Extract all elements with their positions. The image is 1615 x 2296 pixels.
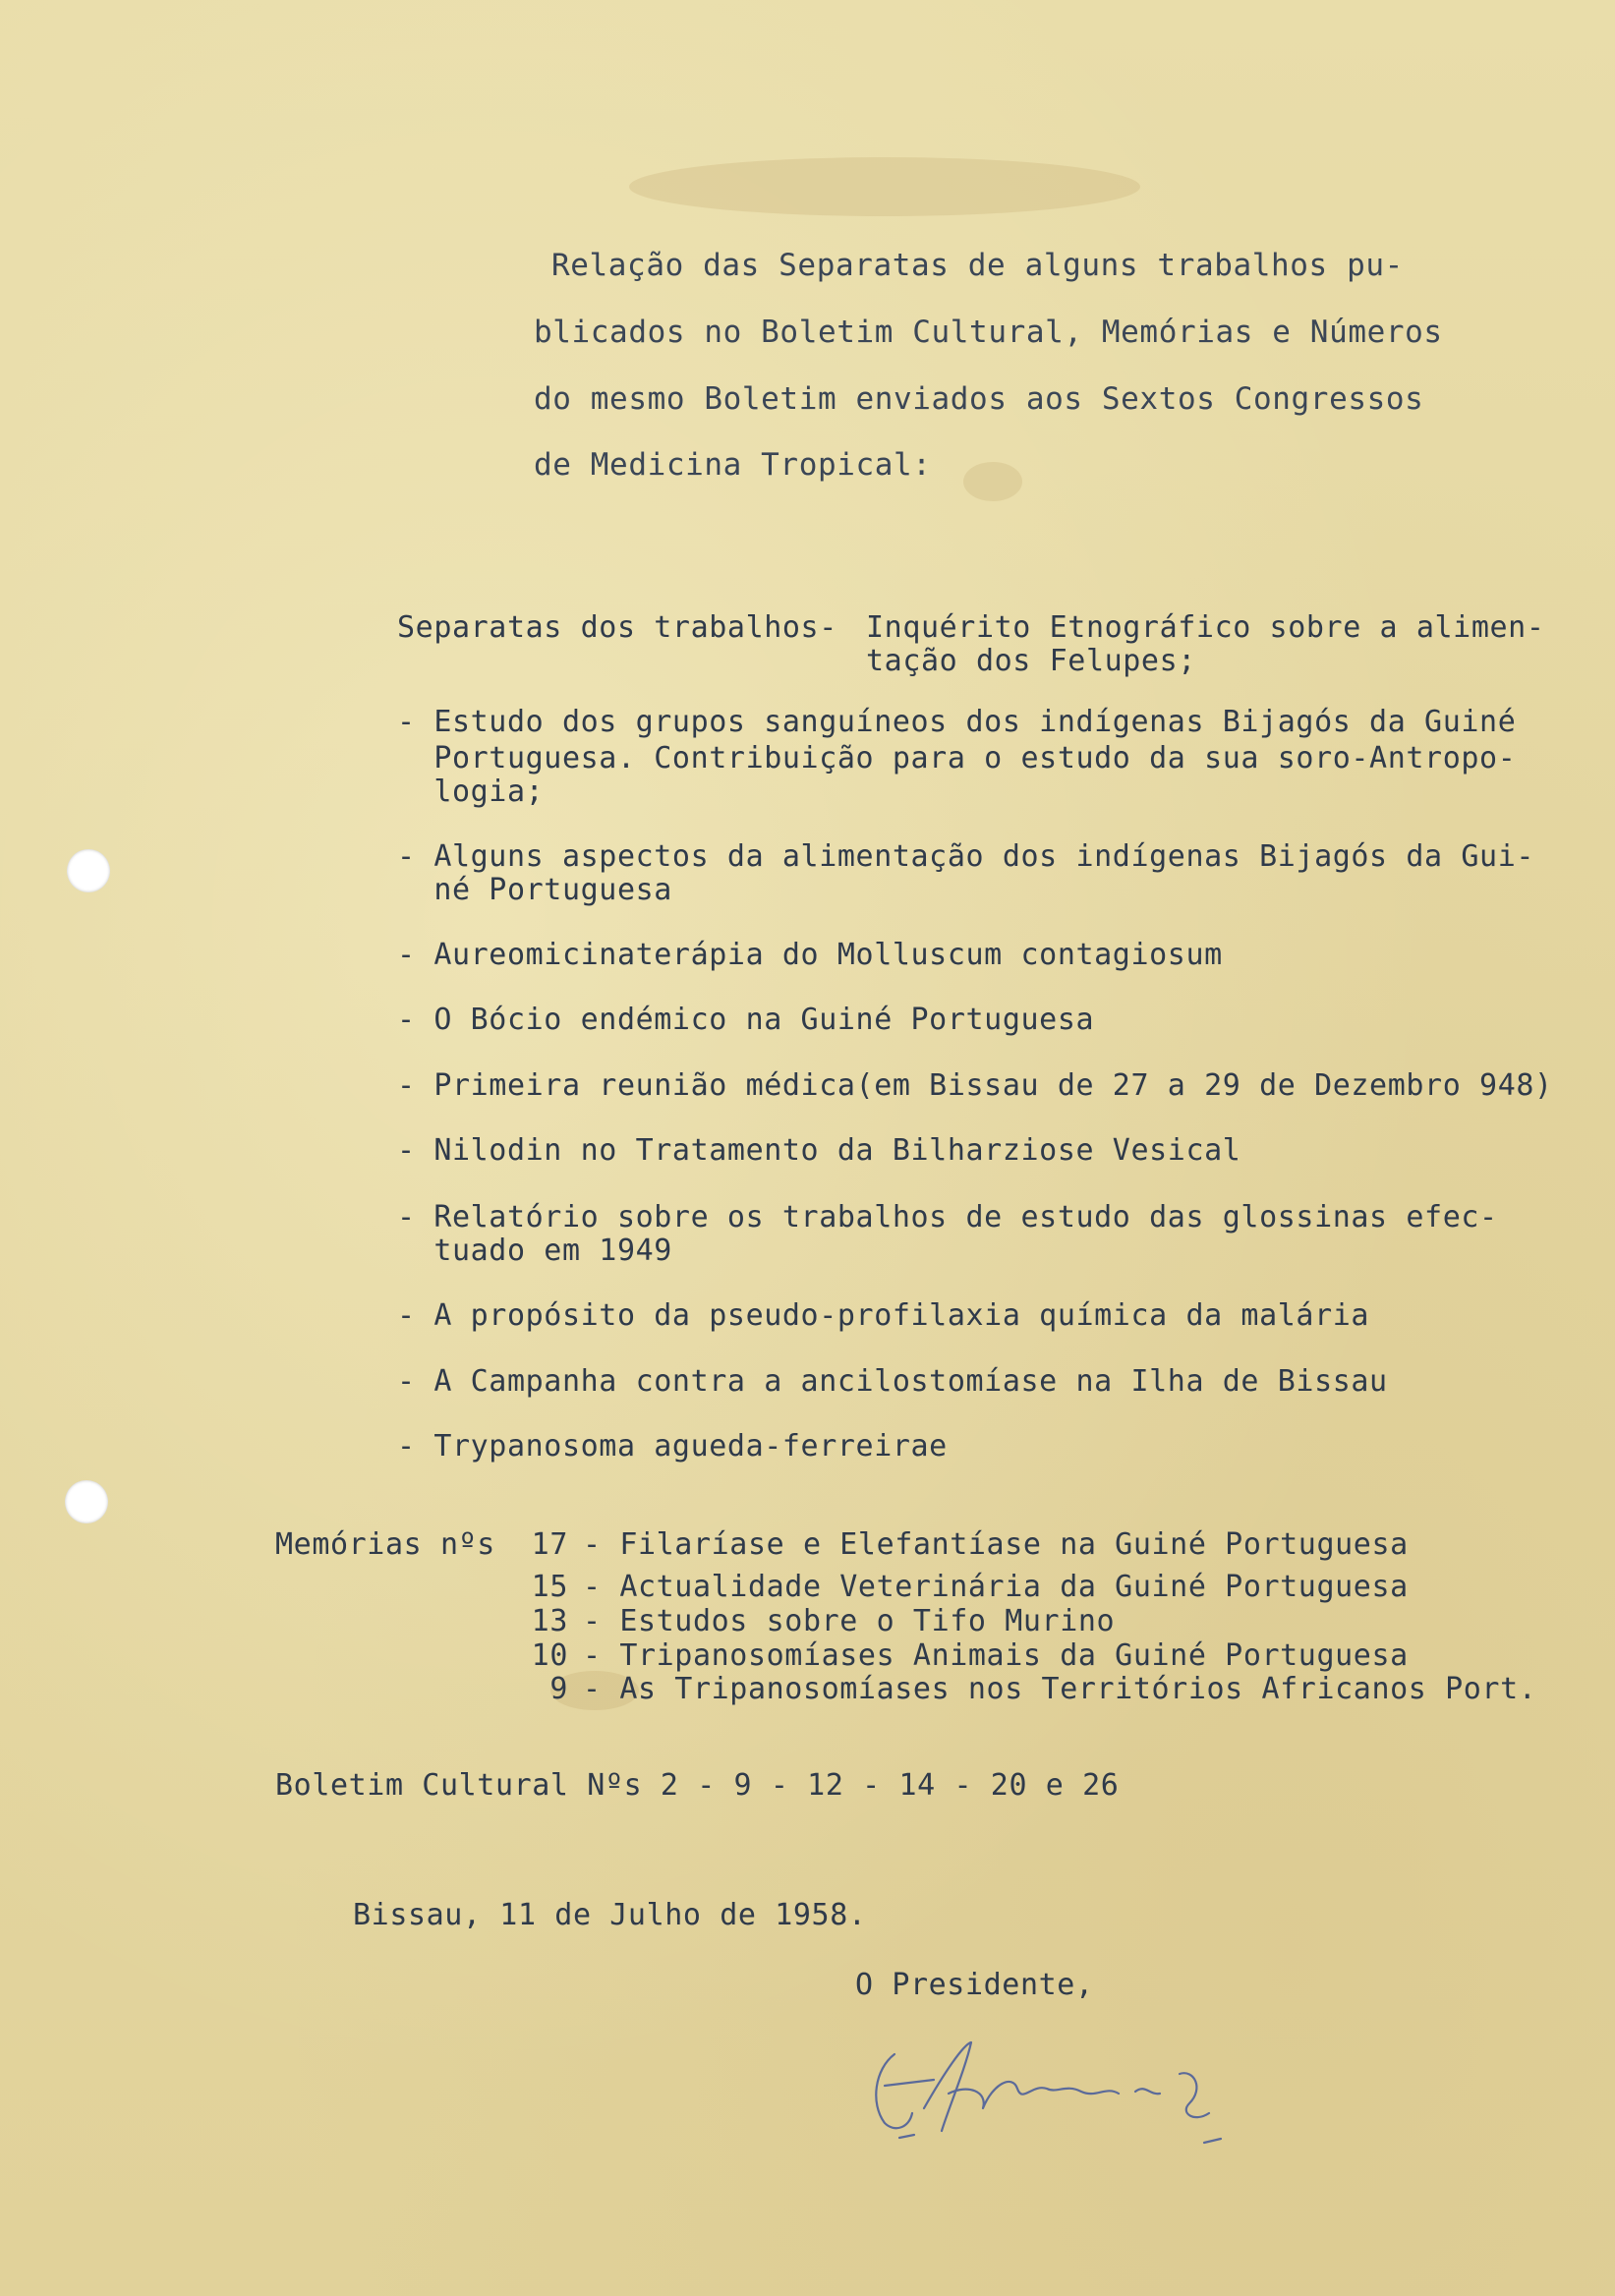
place-date: Bissau, 11 de Julho de 1958.	[353, 1898, 867, 1932]
signature-stroke	[1180, 2073, 1209, 2117]
signature-stroke	[924, 2042, 971, 2131]
memoria-number: 17	[531, 1527, 568, 1562]
memoria-number: 9	[549, 1672, 568, 1706]
item-line: tuado em 1949	[397, 1234, 672, 1268]
boletim-line: Boletim Cultural Nºs 2 - 9 - 12 - 14 - 20 e 26	[275, 1768, 1120, 1803]
title-line-4: de Medicina Tropical:	[534, 447, 932, 483]
signature-stroke	[876, 2054, 912, 2128]
memoria-title: - Tripanosomíases Animais da Guiné Portuguesa	[583, 1638, 1409, 1673]
separatas-label: Separatas dos trabalhos-	[397, 610, 837, 645]
item-line: - A Campanha contra a ancilostomíase na Ilha de Bissau	[397, 1364, 1388, 1399]
item-line: - O Bócio endémico na Guiné Portuguesa	[397, 1003, 1095, 1037]
item-line: né Portuguesa	[397, 873, 672, 907]
item-line: Portuguesa. Contribuição para o estudo da sua soro-Antropo-	[397, 741, 1517, 775]
memoria-title: - Estudos sobre o Tifo Murino	[583, 1604, 1116, 1638]
signatory-role: O Presidente,	[855, 1968, 1094, 2002]
punch-hole-top	[67, 849, 110, 892]
signature-stroke	[1135, 2089, 1160, 2094]
item-line: - Aureomicinaterápia do Molluscum contagiosum	[397, 938, 1223, 972]
memoria-number: 15	[531, 1570, 568, 1604]
memoria-title: - Actualidade Veterinária da Guiné Portuguesa	[583, 1570, 1409, 1604]
item-line: - Trypanosoma agueda-ferreirae	[397, 1429, 948, 1464]
item-line: - Primeira reunião médica(em Bissau de 27 a 29 de Dezembro 948)	[397, 1068, 1553, 1103]
signature-stroke	[899, 2135, 914, 2138]
item-line: - Estudo dos grupos sanguíneos dos indígenas Bijagós da Guiné	[397, 705, 1517, 739]
signature-stroke	[949, 2082, 1119, 2108]
memoria-title: - Filaríase e Elefantíase na Guiné Portuguesa	[583, 1527, 1409, 1562]
signature-stroke	[885, 2080, 934, 2086]
separatas-first-item-line-2: tação dos Felupes;	[866, 644, 1196, 678]
memorias-label: Memórias nºs	[275, 1527, 495, 1562]
stain	[963, 462, 1022, 501]
memoria-number: 13	[531, 1604, 568, 1638]
stain	[629, 157, 1140, 216]
memoria-title: - As Tripanosomíases nos Territórios Africanos Port.	[583, 1672, 1537, 1706]
item-line: - Nilodin no Tratamento da Bilharziose Vesical	[397, 1133, 1241, 1168]
separatas-first-item-line-1: Inquérito Etnográfico sobre a alimen-	[866, 610, 1545, 645]
memoria-number: 10	[531, 1638, 568, 1673]
item-line: logia;	[397, 775, 545, 809]
punch-hole-bottom	[65, 1480, 108, 1523]
title-line-2: blicados no Boletim Cultural, Memórias e Números	[534, 315, 1443, 350]
title-line-3: do mesmo Boletim enviados aos Sextos Congressos	[534, 381, 1424, 417]
item-line: - Alguns aspectos da alimentação dos indígenas Bijagós da Gui-	[397, 839, 1535, 874]
item-line: - A propósito da pseudo-profilaxia química da malária	[397, 1298, 1370, 1333]
signature	[855, 2015, 1268, 2182]
item-line: - Relatório sobre os trabalhos de estudo das glossinas efec-	[397, 1200, 1498, 1234]
title-line-1: Relação das Separatas de alguns trabalhos pu-	[551, 248, 1404, 283]
signature-stroke	[1204, 2139, 1221, 2143]
